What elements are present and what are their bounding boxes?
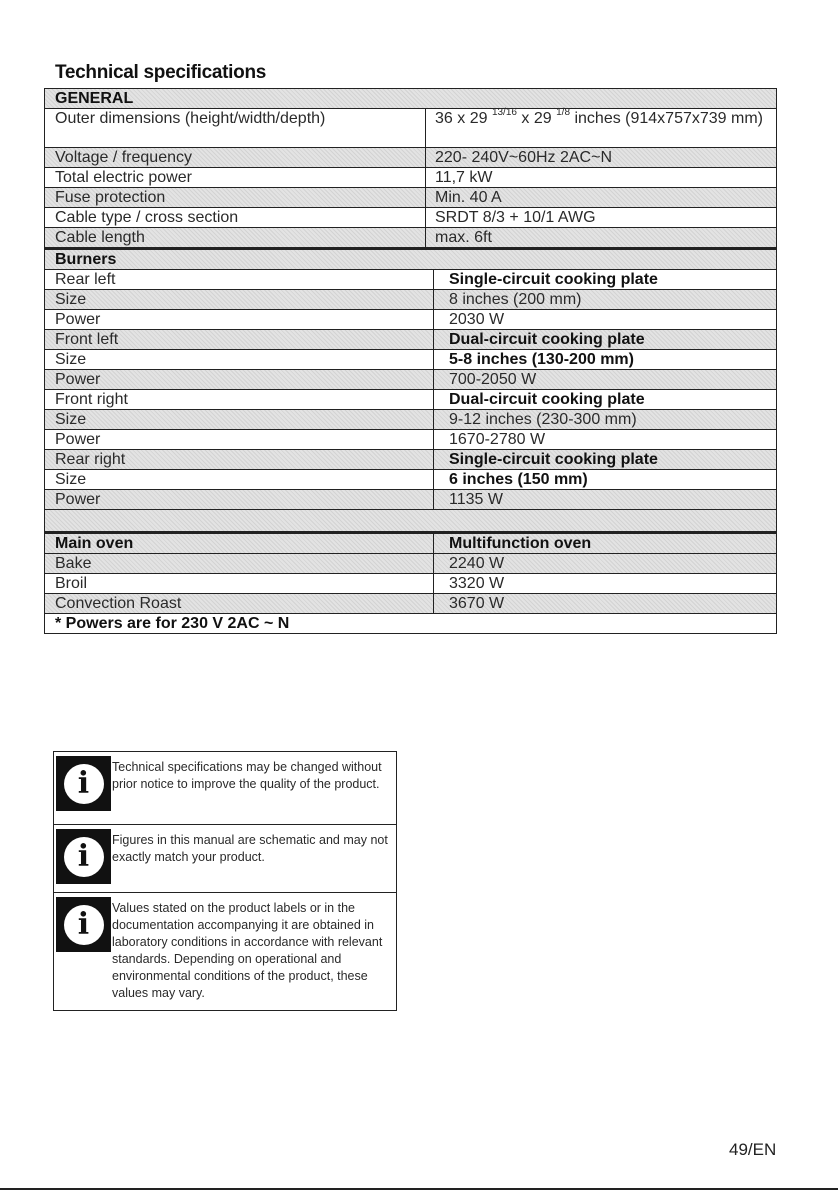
info-icon: i xyxy=(56,756,111,811)
spec-label: Total electric power xyxy=(45,168,426,187)
table-row xyxy=(45,270,776,290)
table-row xyxy=(45,148,776,168)
spec-value: Dual-circuit cooking plate xyxy=(449,391,645,408)
table-row xyxy=(45,228,776,248)
spec-value: 8 inches (200 mm) xyxy=(449,291,582,308)
spec-value: 2240 W xyxy=(449,555,505,572)
spec-value: 6 inches (150 mm) xyxy=(449,471,588,488)
spec-value: 9-12 inches (230-300 mm) xyxy=(449,411,637,428)
table-row xyxy=(45,370,776,390)
spec-value: 11,7 kW xyxy=(435,169,493,186)
table-row xyxy=(45,310,776,330)
general-heading-row xyxy=(45,89,776,109)
spec-value: Single-circuit cooking plate xyxy=(449,451,658,468)
table-row xyxy=(45,188,776,208)
table-row xyxy=(45,430,776,450)
spec-label: Voltage / frequency xyxy=(45,148,426,167)
spec-label: Power xyxy=(45,310,434,329)
spec-value: 1135 W xyxy=(449,491,503,508)
table-row xyxy=(45,410,776,430)
table-row xyxy=(45,574,776,594)
spec-label: Broil xyxy=(45,574,434,593)
general-heading: GENERAL xyxy=(55,90,134,107)
spec-value: 3670 W xyxy=(449,595,505,612)
spec-table xyxy=(44,88,777,634)
page-number: 49/EN xyxy=(729,1140,777,1159)
spec-value: Single-circuit cooking plate xyxy=(449,271,658,288)
spec-value: 2030 W xyxy=(449,311,505,328)
spec-label: Rear right xyxy=(45,450,434,469)
spec-label: Power xyxy=(45,370,434,389)
bottom-rule xyxy=(0,1188,838,1190)
page-title: Technical specifications xyxy=(55,62,267,83)
table-row xyxy=(45,470,776,490)
spec-label: Cable length xyxy=(45,228,426,247)
spec-label: Size xyxy=(45,410,434,429)
spec-label: Size xyxy=(45,470,434,489)
notes-box xyxy=(53,751,397,1011)
spec-label: Rear left xyxy=(45,270,434,289)
note-item xyxy=(54,893,396,1010)
spec-label: Fuse protection xyxy=(45,188,426,207)
oven-heading-row xyxy=(45,532,776,554)
burners-heading-row xyxy=(45,248,776,270)
info-icon: i xyxy=(56,897,111,952)
spec-label: Outer dimensions (height/width/depth) xyxy=(45,109,426,147)
table-row xyxy=(45,554,776,574)
oven-heading: Main oven xyxy=(45,534,434,553)
spec-label: Power xyxy=(45,490,434,509)
burners-heading: Burners xyxy=(55,251,117,268)
blank-row xyxy=(45,510,776,532)
spec-label: Convection Roast xyxy=(45,594,434,613)
spec-value: SRDT 8/3 + 10/1 AWG xyxy=(435,209,596,226)
oven-type: Multifunction oven xyxy=(449,535,592,552)
spec-value: 1670-2780 W xyxy=(449,431,546,448)
power-footnote: * Powers are for 230 V 2AC ~ N xyxy=(55,615,290,632)
spec-label: Bake xyxy=(45,554,434,573)
spec-value: 700-2050 W xyxy=(449,371,537,388)
spec-label: Cable type / cross section xyxy=(45,208,426,227)
table-row xyxy=(45,290,776,310)
table-row xyxy=(45,330,776,350)
table-row xyxy=(45,390,776,410)
note-text: Values stated on the product labels or in the documentation accompanying it are obtained in laboratory conditions in accordance with relevant standards. Depending on operational and environmental conditions of the product, these values may vary. xyxy=(112,901,383,1000)
spec-value: max. 6ft xyxy=(435,229,492,246)
table-row xyxy=(45,594,776,614)
spec-value: 220- 240V~60Hz 2AC~N xyxy=(435,149,612,166)
table-row xyxy=(45,208,776,228)
note-text: Technical specifications may be changed without prior notice to improve the quality of the product. xyxy=(112,760,382,791)
spec-label: Front right xyxy=(45,390,434,409)
spec-value: 5-8 inches (130-200 mm) xyxy=(449,351,634,368)
footnote-row xyxy=(45,614,776,634)
spec-label: Front left xyxy=(45,330,434,349)
spec-value: Min. 40 A xyxy=(435,189,502,206)
spec-value: 36 x 29 $^{13/16}$ x 29 $^{1/8}$ inches (914x757x739 mm) xyxy=(435,107,763,127)
table-row xyxy=(45,109,776,148)
note-item xyxy=(54,752,396,825)
spec-label: Size xyxy=(45,350,434,369)
note-text: Figures in this manual are schematic and may not exactly match your product. xyxy=(112,833,388,864)
note-item xyxy=(54,825,396,893)
spec-value: 3320 W xyxy=(449,575,505,592)
spec-label: Power xyxy=(45,430,434,449)
spec-value: Dual-circuit cooking plate xyxy=(449,331,645,348)
spec-label: Size xyxy=(45,290,434,309)
table-row xyxy=(45,350,776,370)
table-row xyxy=(45,450,776,470)
table-row xyxy=(45,168,776,188)
table-row xyxy=(45,490,776,510)
info-icon: i xyxy=(56,829,111,884)
